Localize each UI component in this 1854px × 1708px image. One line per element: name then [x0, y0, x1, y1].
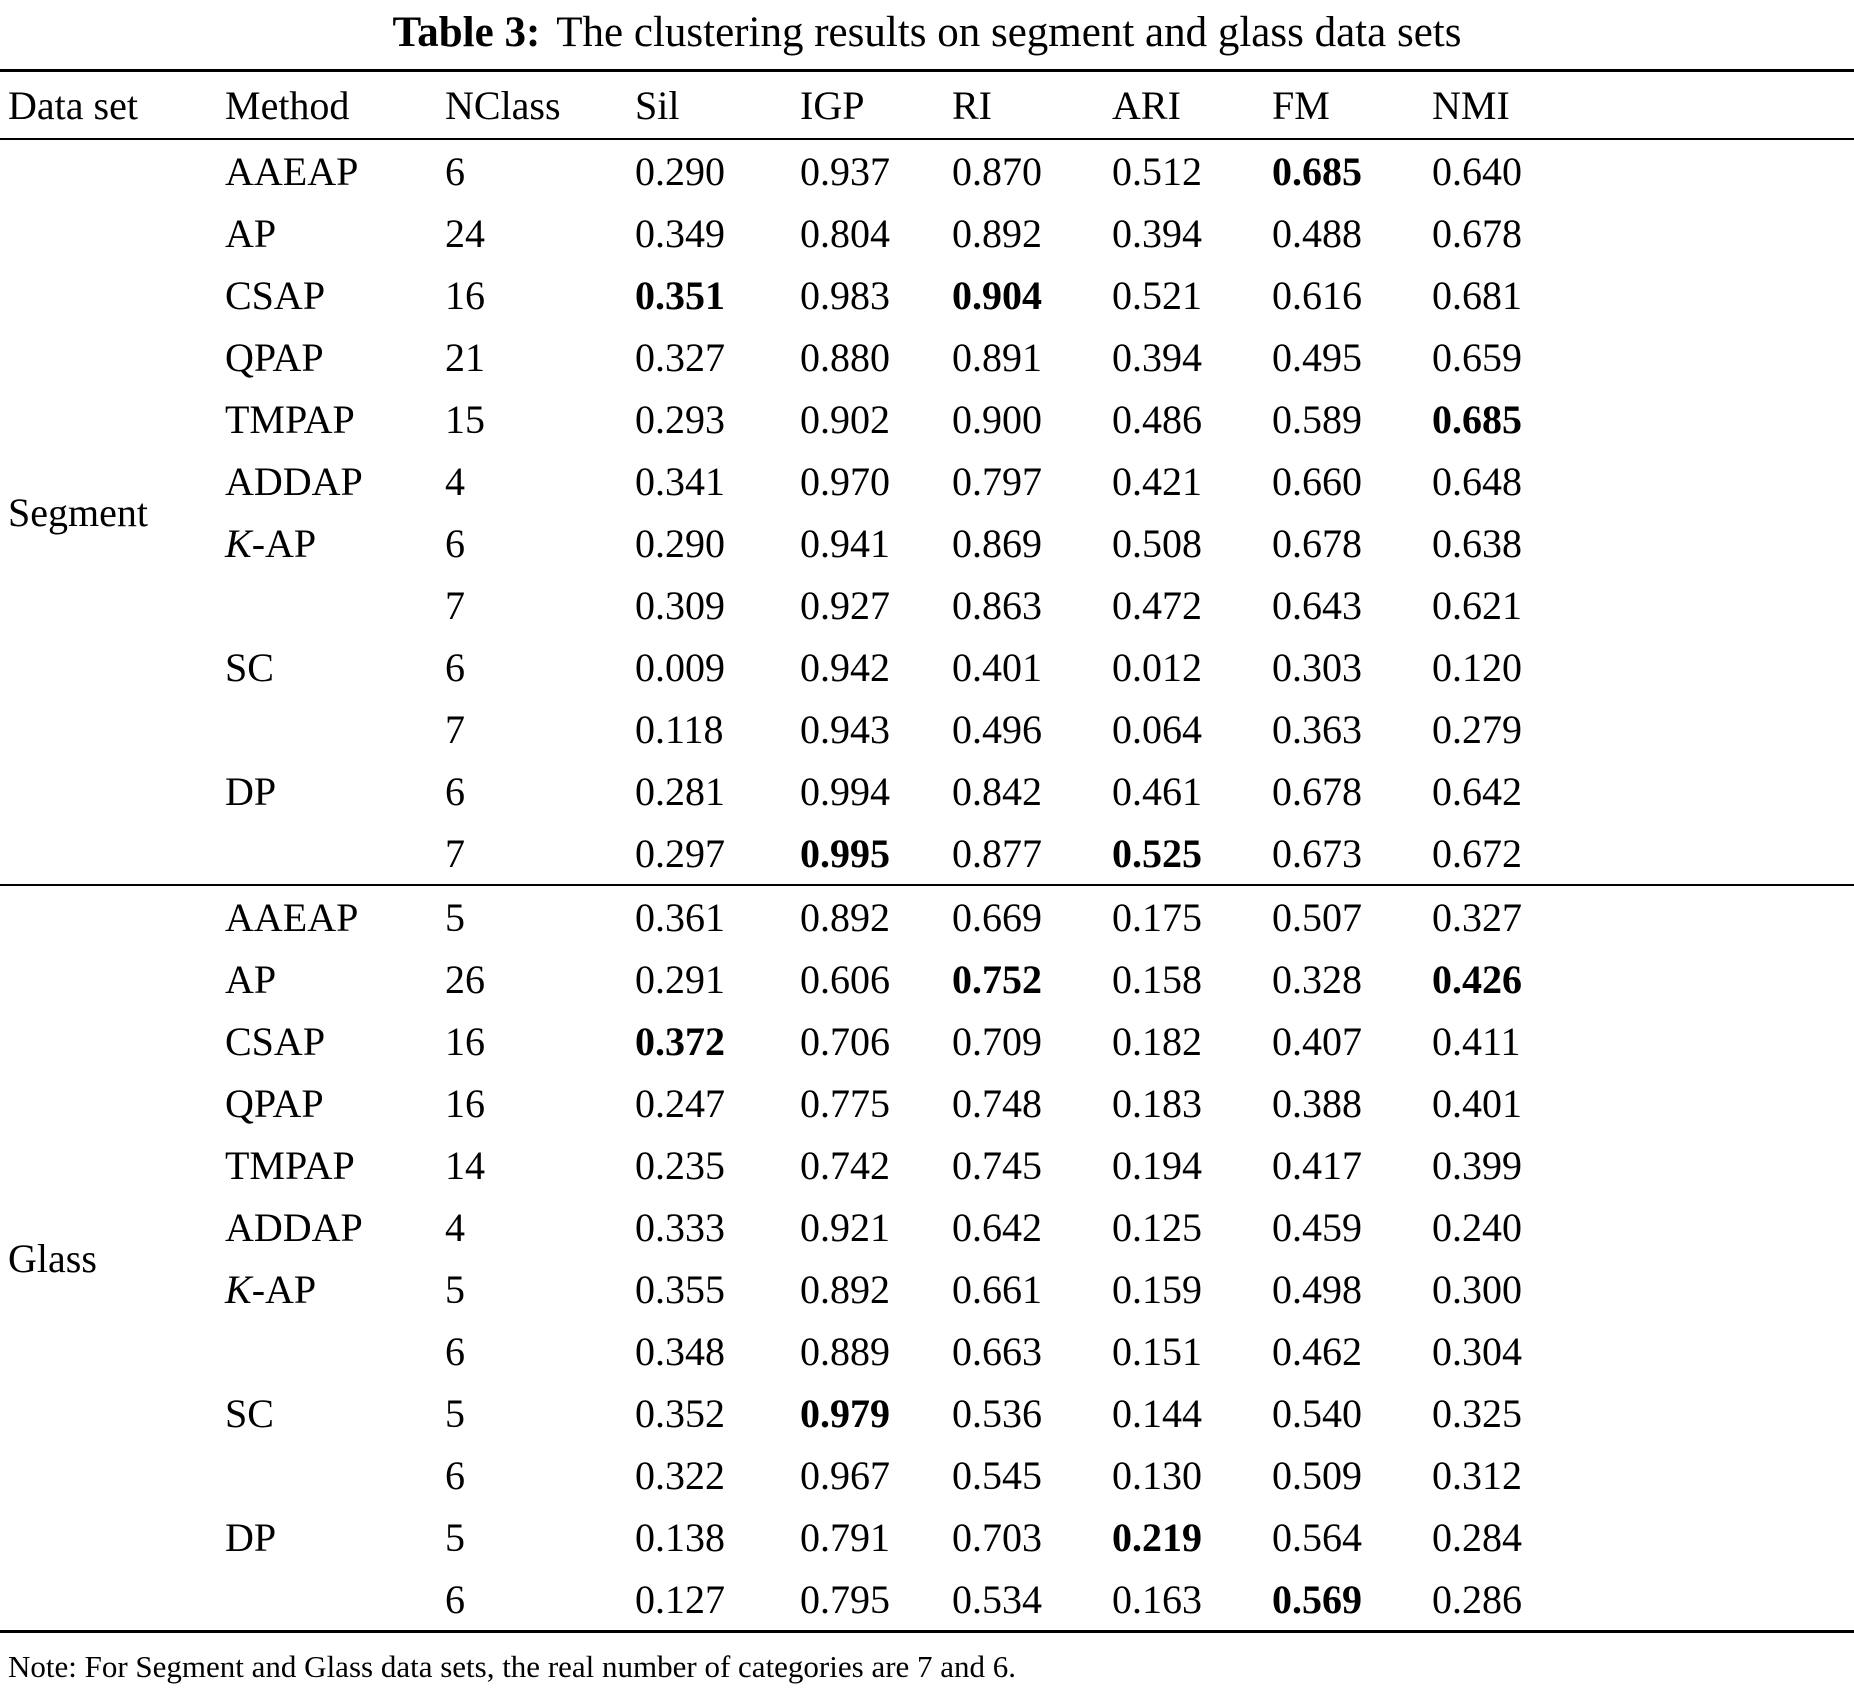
table-row [0, 1196, 1854, 1258]
metric-cell: 0.303 [1272, 644, 1362, 690]
metric-cell: 0.388 [1272, 1080, 1362, 1126]
nclass-cell: 16 [445, 1080, 485, 1126]
table-row [0, 1010, 1854, 1072]
metric-cell: 0.941 [800, 520, 890, 566]
method-cell: DP [225, 1514, 277, 1560]
metric-cell: 0.927 [800, 582, 890, 628]
metric-cell: 0.621 [1432, 582, 1522, 628]
method-cell: SC [225, 644, 274, 690]
nclass-cell: 7 [445, 582, 465, 628]
metric-cell: 0.640 [1432, 148, 1522, 194]
nclass-cell: 7 [445, 830, 465, 876]
nclass-cell: 15 [445, 396, 485, 442]
column-header: NClass [445, 82, 561, 128]
metric-cell: 0.540 [1272, 1390, 1362, 1436]
metric-cell: 0.290 [635, 520, 725, 566]
metric-cell: 0.138 [635, 1514, 725, 1560]
metric-cell: 0.804 [800, 210, 890, 256]
metric-cell: 0.967 [800, 1452, 890, 1498]
metric-cell: 0.663 [952, 1328, 1042, 1374]
metric-cell: 0.863 [952, 582, 1042, 628]
metric-cell: 0.512 [1112, 148, 1202, 194]
metric-cell: 0.638 [1432, 520, 1522, 566]
metric-cell: 0.175 [1112, 894, 1202, 940]
metric-cell: 0.509 [1272, 1452, 1362, 1498]
metric-cell: 0.706 [800, 1018, 890, 1064]
table-row [0, 1072, 1854, 1134]
metric-cell: 0.151 [1112, 1328, 1202, 1374]
table-header-row [0, 71, 1854, 140]
method-cell [225, 822, 445, 885]
metric-cell: 0.797 [952, 458, 1042, 504]
column-header: Sil [635, 82, 680, 128]
metric-cell: 0.937 [800, 148, 890, 194]
metric-cell: 0.426 [1432, 956, 1522, 1002]
metric-cell: 0.421 [1112, 458, 1202, 504]
metric-cell: 0.399 [1432, 1142, 1522, 1188]
metric-cell: 0.507 [1272, 894, 1362, 940]
column-header: Data set [8, 82, 138, 128]
metric-cell: 0.407 [1272, 1018, 1362, 1064]
metric-cell: 0.642 [952, 1204, 1042, 1250]
metric-cell: 0.293 [635, 396, 725, 442]
method-cell: K-AP [225, 520, 317, 566]
metric-cell: 0.496 [952, 706, 1042, 752]
method-cell: TMPAP [225, 1142, 355, 1188]
table-row [0, 512, 1854, 574]
metric-cell: 0.309 [635, 582, 725, 628]
metric-cell: 0.247 [635, 1080, 725, 1126]
metric-cell: 0.606 [800, 956, 890, 1002]
method-cell [225, 1568, 445, 1632]
metric-cell: 0.182 [1112, 1018, 1202, 1064]
metric-cell: 0.521 [1112, 272, 1202, 318]
metric-cell: 0.648 [1432, 458, 1522, 504]
nclass-cell: 21 [445, 334, 485, 380]
metric-cell: 0.900 [952, 396, 1042, 442]
section-segment [0, 139, 1854, 885]
metric-cell: 0.536 [952, 1390, 1042, 1436]
table-caption-label: Table 3: [392, 9, 541, 56]
metric-cell: 0.363 [1272, 706, 1362, 752]
metric-cell: 0.673 [1272, 830, 1362, 876]
table-row [0, 636, 1854, 698]
column-header: NMI [1432, 82, 1510, 128]
metric-cell: 0.508 [1112, 520, 1202, 566]
metric-cell: 0.488 [1272, 210, 1362, 256]
table-row [0, 885, 1854, 948]
metric-cell: 0.995 [800, 830, 890, 876]
metric-cell: 0.361 [635, 894, 725, 940]
metric-cell: 0.300 [1432, 1266, 1522, 1312]
metric-cell: 0.685 [1272, 148, 1362, 194]
nclass-cell: 4 [445, 1204, 465, 1250]
metric-cell: 0.678 [1432, 210, 1522, 256]
metric-cell: 0.304 [1432, 1328, 1522, 1374]
nclass-cell: 14 [445, 1142, 485, 1188]
metric-cell: 0.748 [952, 1080, 1042, 1126]
nclass-cell: 6 [445, 1328, 465, 1374]
table-row [0, 948, 1854, 1010]
metric-cell: 0.486 [1112, 396, 1202, 442]
nclass-cell: 16 [445, 1018, 485, 1064]
results-table [0, 69, 1854, 1633]
metric-cell: 0.921 [800, 1204, 890, 1250]
column-header: RI [952, 82, 992, 128]
table-row [0, 1258, 1854, 1320]
metric-cell: 0.983 [800, 272, 890, 318]
column-header: ARI [1112, 82, 1181, 128]
metric-cell: 0.669 [952, 894, 1042, 940]
metric-cell: 0.643 [1272, 582, 1362, 628]
method-cell: AAEAP [225, 894, 359, 940]
metric-cell: 0.880 [800, 334, 890, 380]
metric-cell: 0.009 [635, 644, 725, 690]
metric-cell: 0.348 [635, 1328, 725, 1374]
table-row [0, 1134, 1854, 1196]
metric-cell: 0.525 [1112, 830, 1202, 876]
metric-cell: 0.891 [952, 334, 1042, 380]
metric-cell: 0.118 [635, 706, 724, 752]
metric-cell: 0.394 [1112, 210, 1202, 256]
metric-cell: 0.534 [952, 1576, 1042, 1622]
metric-cell: 0.545 [952, 1452, 1042, 1498]
metric-cell: 0.322 [635, 1452, 725, 1498]
nclass-cell: 6 [445, 644, 465, 690]
metric-cell: 0.970 [800, 458, 890, 504]
metric-cell: 0.279 [1432, 706, 1522, 752]
metric-cell: 0.394 [1112, 334, 1202, 380]
metric-cell: 0.325 [1432, 1390, 1522, 1436]
method-cell: SC [225, 1390, 274, 1436]
dataset-label: Segment [8, 489, 148, 535]
metric-cell: 0.281 [635, 768, 725, 814]
metric-cell: 0.144 [1112, 1390, 1202, 1436]
nclass-cell: 24 [445, 210, 485, 256]
metric-cell: 0.709 [952, 1018, 1042, 1064]
metric-cell: 0.994 [800, 768, 890, 814]
metric-cell: 0.163 [1112, 1576, 1202, 1622]
table-caption-text: The clustering results on segment and glass data sets [556, 9, 1462, 56]
metric-cell: 0.352 [635, 1390, 725, 1436]
metric-cell: 0.328 [1272, 956, 1362, 1002]
metric-cell: 0.417 [1272, 1142, 1362, 1188]
metric-cell: 0.312 [1432, 1452, 1522, 1498]
metric-cell: 0.472 [1112, 582, 1202, 628]
metric-cell: 0.125 [1112, 1204, 1202, 1250]
metric-cell: 0.064 [1112, 706, 1202, 752]
table-row [0, 139, 1854, 202]
metric-cell: 0.678 [1272, 768, 1362, 814]
metric-cell: 0.902 [800, 396, 890, 442]
metric-cell: 0.290 [635, 148, 725, 194]
metric-cell: 0.159 [1112, 1266, 1202, 1312]
nclass-cell: 6 [445, 520, 465, 566]
nclass-cell: 5 [445, 1266, 465, 1312]
column-header: IGP [800, 82, 865, 128]
nclass-cell: 26 [445, 956, 485, 1002]
table-row [0, 1568, 1854, 1632]
metric-cell: 0.235 [635, 1142, 725, 1188]
nclass-cell: 4 [445, 458, 465, 504]
metric-cell: 0.892 [952, 210, 1042, 256]
metric-cell: 0.349 [635, 210, 725, 256]
metric-cell: 0.495 [1272, 334, 1362, 380]
metric-cell: 0.791 [800, 1514, 890, 1560]
metric-cell: 0.742 [800, 1142, 890, 1188]
metric-cell: 0.372 [635, 1018, 725, 1064]
method-cell [225, 1444, 445, 1506]
method-cell: AAEAP [225, 148, 359, 194]
metric-cell: 0.127 [635, 1576, 725, 1622]
nclass-cell: 5 [445, 1390, 465, 1436]
metric-cell: 0.889 [800, 1328, 890, 1374]
method-cell [225, 1320, 445, 1382]
table-row [0, 698, 1854, 760]
metric-cell: 0.351 [635, 272, 725, 318]
metric-cell: 0.183 [1112, 1080, 1202, 1126]
method-cell: AP [225, 210, 277, 256]
metric-cell: 0.589 [1272, 396, 1362, 442]
metric-cell: 0.286 [1432, 1576, 1522, 1622]
metric-cell: 0.745 [952, 1142, 1042, 1188]
metric-cell: 0.869 [952, 520, 1042, 566]
metric-cell: 0.194 [1112, 1142, 1202, 1188]
metric-cell: 0.642 [1432, 768, 1522, 814]
metric-cell: 0.795 [800, 1576, 890, 1622]
method-cell [225, 698, 445, 760]
metric-cell: 0.297 [635, 830, 725, 876]
metric-cell: 0.943 [800, 706, 890, 752]
method-cell: TMPAP [225, 396, 355, 442]
method-cell: K-AP [225, 1266, 317, 1312]
metric-cell: 0.120 [1432, 644, 1522, 690]
metric-cell: 0.219 [1112, 1514, 1202, 1560]
table-row [0, 326, 1854, 388]
metric-cell: 0.842 [952, 768, 1042, 814]
metric-cell: 0.158 [1112, 956, 1202, 1002]
metric-cell: 0.870 [952, 148, 1042, 194]
table-caption [0, 0, 1854, 69]
metric-cell: 0.461 [1112, 768, 1202, 814]
metric-cell: 0.661 [952, 1266, 1042, 1312]
metric-cell: 0.979 [800, 1390, 890, 1436]
dataset-label: Glass [8, 1235, 97, 1281]
metric-cell: 0.411 [1432, 1018, 1521, 1064]
metric-cell: 0.130 [1112, 1452, 1202, 1498]
metric-cell: 0.284 [1432, 1514, 1522, 1560]
method-cell [225, 574, 445, 636]
table-note: Note: For Segment and Glass data sets, the real number of categories are 7 and 6. [8, 1649, 1017, 1684]
method-cell: DP [225, 768, 277, 814]
metric-cell: 0.775 [800, 1080, 890, 1126]
nclass-cell: 7 [445, 706, 465, 752]
metric-cell: 0.498 [1272, 1266, 1362, 1312]
metric-cell: 0.703 [952, 1514, 1042, 1560]
metric-cell: 0.942 [800, 644, 890, 690]
metric-cell: 0.327 [1432, 894, 1522, 940]
section-glass [0, 885, 1854, 1632]
method-cell: ADDAP [225, 458, 363, 504]
metric-cell: 0.877 [952, 830, 1042, 876]
metric-cell: 0.459 [1272, 1204, 1362, 1250]
metric-cell: 0.660 [1272, 458, 1362, 504]
metric-cell: 0.341 [635, 458, 725, 504]
metric-cell: 0.672 [1432, 830, 1522, 876]
metric-cell: 0.355 [635, 1266, 725, 1312]
table-row [0, 1382, 1854, 1444]
metric-cell: 0.752 [952, 956, 1042, 1002]
method-cell: CSAP [225, 1018, 326, 1064]
metric-cell: 0.240 [1432, 1204, 1522, 1250]
metric-cell: 0.401 [1432, 1080, 1522, 1126]
nclass-cell: 6 [445, 1452, 465, 1498]
nclass-cell: 6 [445, 148, 465, 194]
metric-cell: 0.892 [800, 894, 890, 940]
table-row [0, 1506, 1854, 1568]
nclass-cell: 6 [445, 1576, 465, 1622]
method-cell: QPAP [225, 1080, 324, 1126]
metric-cell: 0.678 [1272, 520, 1362, 566]
metric-cell: 0.685 [1432, 396, 1522, 442]
metric-cell: 0.291 [635, 956, 725, 1002]
column-header: Method [225, 82, 350, 128]
metric-cell: 0.681 [1432, 272, 1522, 318]
table-header [0, 71, 1854, 140]
nclass-cell: 16 [445, 272, 485, 318]
table-row [0, 202, 1854, 264]
metric-cell: 0.462 [1272, 1328, 1362, 1374]
table-row [0, 388, 1854, 450]
table-row [0, 574, 1854, 636]
column-header: FM [1272, 82, 1330, 128]
method-cell: CSAP [225, 272, 326, 318]
metric-cell: 0.564 [1272, 1514, 1362, 1560]
metric-cell: 0.892 [800, 1266, 890, 1312]
nclass-cell: 5 [445, 894, 465, 940]
metric-cell: 0.616 [1272, 272, 1362, 318]
table-row [0, 450, 1854, 512]
method-cell: ADDAP [225, 1204, 363, 1250]
nclass-cell: 5 [445, 1514, 465, 1560]
metric-cell: 0.327 [635, 334, 725, 380]
table-row [0, 1320, 1854, 1382]
metric-cell: 0.659 [1432, 334, 1522, 380]
table-row [0, 264, 1854, 326]
method-cell: QPAP [225, 334, 324, 380]
metric-cell: 0.012 [1112, 644, 1202, 690]
table-row [0, 1444, 1854, 1506]
table-row [0, 822, 1854, 885]
nclass-cell: 6 [445, 768, 465, 814]
metric-cell: 0.401 [952, 644, 1042, 690]
method-cell: AP [225, 956, 277, 1002]
table-row [0, 760, 1854, 822]
metric-cell: 0.569 [1272, 1576, 1362, 1622]
metric-cell: 0.904 [952, 272, 1042, 318]
metric-cell: 0.333 [635, 1204, 725, 1250]
